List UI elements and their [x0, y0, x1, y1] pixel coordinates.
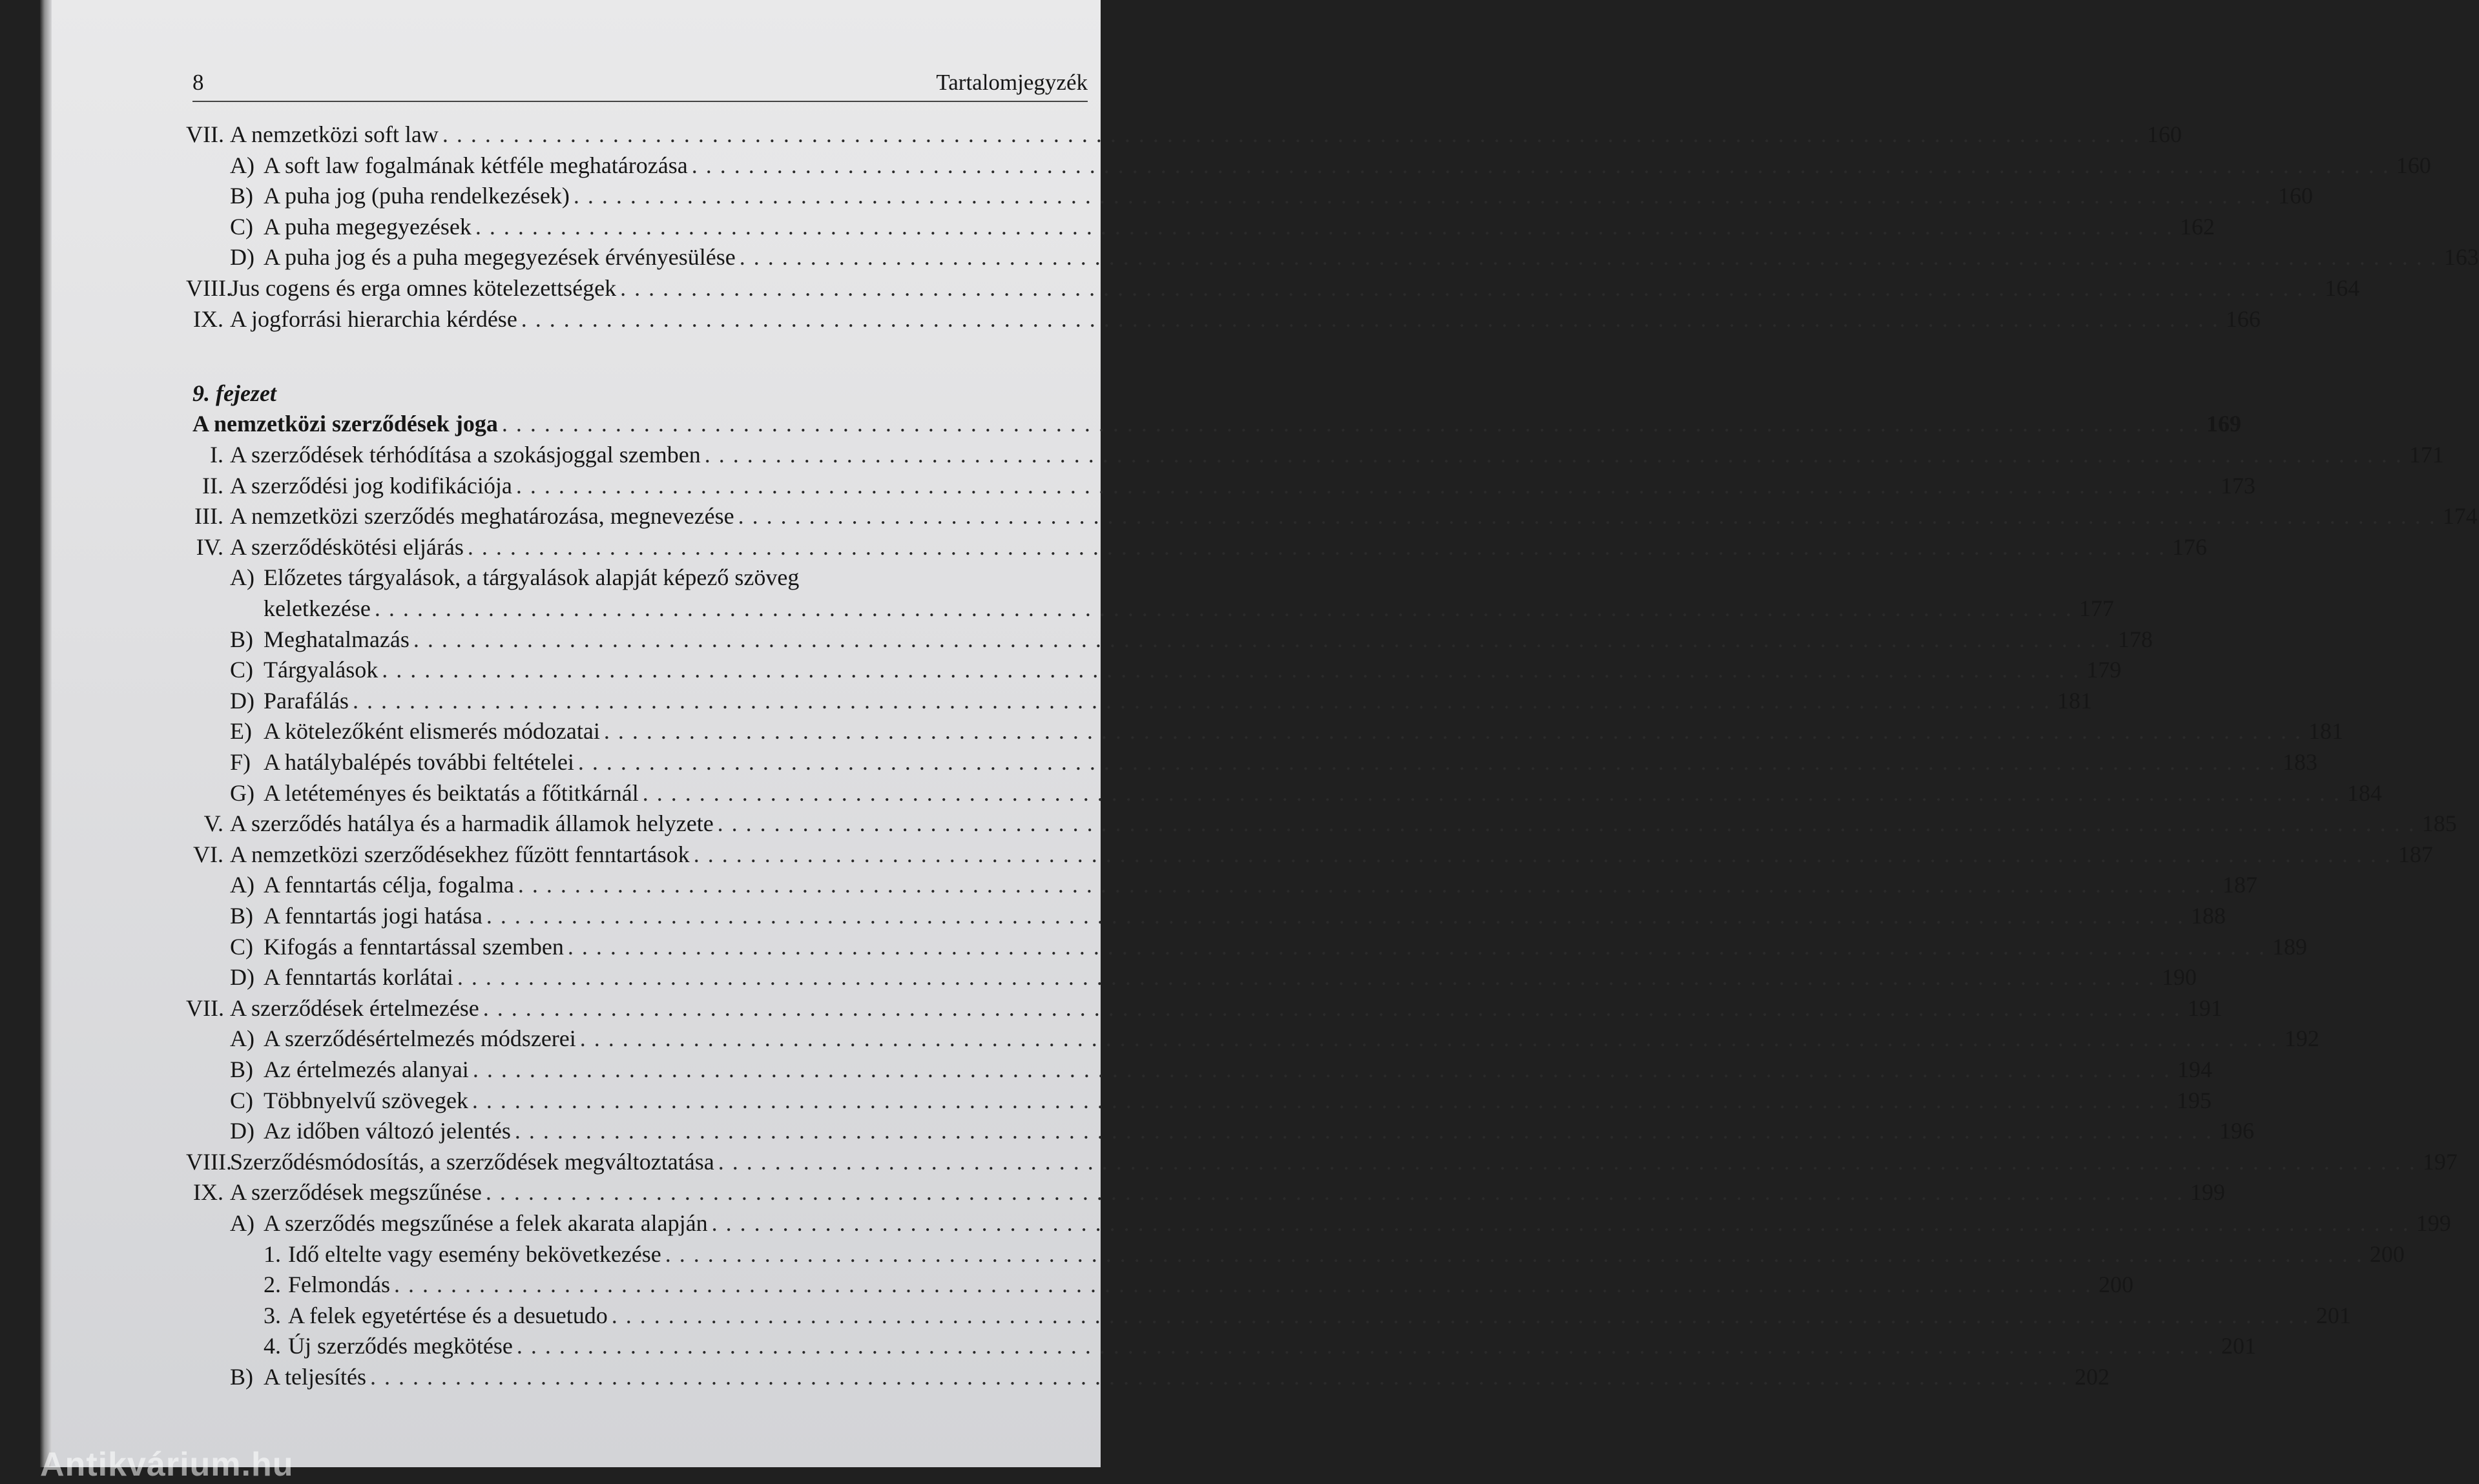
subsubsection-number: 3.: [264, 1302, 281, 1328]
entry-page-number: 174: [2442, 503, 2478, 530]
entry-text-line: [264, 150, 2431, 180]
toc-subsection-entry: [192, 716, 2343, 746]
entry-label: Jus cogens és erga omnes kötelezettségek: [230, 275, 617, 301]
toc-section-entry: [192, 840, 2433, 869]
toc-subsection-entry: [192, 1024, 2319, 1053]
toc-section-entry: [186, 1147, 2458, 1177]
entry-page-number: 200: [2369, 1241, 2405, 1267]
dot-leader: . . . . . . . . . . . . . . . . . . . . . . . . . . . . . . . . . . . . . . . . . . . . . . . . . . . . . . . . . . . . . . . . . . . . . . . . . . . . . . . . . . . . . . . . . . . . . . . . . . . . . . . . . . . . . . . . . . . . . . . .: [482, 994, 2181, 1021]
entry-text-line: [230, 273, 2360, 303]
entry-page-number: 171: [2409, 442, 2444, 468]
entry-page-number: 192: [2284, 1025, 2319, 1052]
entry-text-line: [230, 501, 2478, 531]
entry-text-line: [264, 593, 2114, 623]
section-number: IV.: [196, 533, 223, 560]
entry-label: A kötelezőként elismerés módozatai: [264, 718, 600, 745]
dot-leader: . . . . . . . . . . . . . . . . . . . . . . . . . . . . . . . . . . . . . . . . . . . . . . . . . . . . . . . . . . . . . . . . . . . . . . . . . . . . . . . . . . . . . . . . . . . . . . . . . . . . . . . . . . . . . . . . . . . . . . . .: [457, 964, 2155, 991]
entry-text-line: [264, 1362, 2110, 1392]
entry-text-line: [264, 212, 2215, 242]
entry-label: Meghatalmazás: [264, 626, 410, 652]
entry-label: Tárgyalások: [264, 657, 379, 683]
subsection-letter: B): [230, 183, 253, 209]
toc-section-entry: [186, 993, 2223, 1023]
entry-text-line: [230, 1147, 2458, 1177]
entry-page-number: 201: [2316, 1302, 2351, 1328]
section-number: V.: [203, 810, 223, 837]
dot-leader: . . . . . . . . . . . . . . . . . . . . . . . . . . . . . . . . . . . . . . . . . . . . . . . . . . . . . . . . . . . . . . . . . . . . . . . . . . . . . . . . . . . . . . . . . . . . . . . . . . . . . . . . . . . . . . . . . . . . . . . .: [486, 903, 2184, 929]
entry-text-line: [264, 1208, 2451, 1238]
entry-page-number: 162: [2179, 213, 2215, 240]
entry-text-line: [264, 562, 1090, 592]
entry-label: A jogforrási hierarchia kérdése: [230, 305, 517, 332]
toc-subsection-entry: [192, 1362, 2110, 1392]
dot-leader: . . . . . . . . . . . . . . . . . . . . . . . . . . . . . . . . . . . . . . . . . . . . . . . . . . . . . . . . . . . . . . . . . . . . . . . . . . . . . . . . . . . . . . . . . . . . . . . . . . . . . . . . . . . . . . . . . . . . . . . .: [382, 657, 2080, 683]
entry-page-number: 200: [2099, 1272, 2133, 1298]
dot-leader: . . . . . . . . . . . . . . . . . . . . . . . . . . . . . . . . . . . . . . . . . . . . . . . . . . . . . . . . . . . . . . . . . . . . . . . . . . . . . . . . . . . . . . . . . . . . . . . . . . . . . . . . . . . . . . . . . . . . . . . .: [442, 121, 2141, 147]
entry-page-number: 176: [2172, 533, 2207, 560]
entry-label: Az időben változó jelentés: [264, 1118, 511, 1144]
entry-text-line: [264, 1086, 2212, 1115]
dot-leader: . . . . . . . . . . . . . . . . . . . . . . . . . . . . . . . . . . . . . . . . . . . . . . . . . . . . . . . . . . . . . . . . . . . . . . . . . . . . . . . . . . . . . . . . . . . . . . . . . . . . . . . . . . . . . . . . . . . . . . . .: [704, 442, 2403, 468]
subsection-letter: B): [230, 626, 253, 652]
toc-subsection-entry: [192, 1116, 2254, 1146]
dot-leader: . . . . . . . . . . . . . . . . . . . . . . . . . . . . . . . . . . . . . . . . . . . . . . . . . . . . . . . . . . . . . . . . . . . . . . . . . . . . . . . . . . . . . . . . . . . . . . . . . . . . . . . . . . . . . . . . . . . . . . . .: [717, 810, 2416, 837]
dot-leader: . . . . . . . . . . . . . . . . . . . . . . . . . . . . . . . . . . . . . . . . . . . . . . . . . . . . . . . . . . . . . . . . . . . . . . . . . . . . . . . . . . . . . . . . . . . . . . . . . . . . . . . . . . . . . . . . . . . . . . . .: [485, 1179, 2184, 1206]
entry-page-number: 187: [2222, 872, 2257, 898]
entry-page-number: 160: [2277, 183, 2313, 209]
entry-text-line: [264, 747, 2318, 777]
toc-subsection-entry: [192, 870, 2257, 900]
entry-text-line: [264, 1055, 2212, 1084]
entry-text-line: [230, 1177, 2225, 1207]
entry-page-number: 184: [2347, 779, 2382, 806]
entry-label: A fenntartás jogi hatása: [264, 903, 482, 929]
toc-section-entry: [186, 119, 2182, 149]
subsubsection-number: 4.: [264, 1333, 281, 1359]
section-number: II.: [202, 472, 223, 499]
section-number: III.: [194, 503, 223, 530]
entry-label: A teljesítés: [264, 1364, 366, 1390]
toc-subsection-entry: [192, 562, 1090, 592]
subsection-letter: D): [230, 1118, 254, 1144]
dot-leader: . . . . . . . . . . . . . . . . . . . . . . . . . . . . . . . . . . . . . . . . . . . . . . . . . . . . . . . . . . . . . . . . . . . . . . . . . . . . . . . . . . . . . . . . . . . . . . . . . . . . . . . . . . . . . . . . . . . . . . . .: [573, 183, 2272, 209]
entry-text-line: [230, 840, 2433, 869]
subsection-letter: B): [230, 1056, 253, 1082]
dot-leader: . . . . . . . . . . . . . . . . . . . . . . . . . . . . . . . . . . . . . . . . . . . . . . . . . . . . . . . . . . . . . . . . . . . . . . . . . . . . . . . . . . . . . . . . . . . . . . . . . . . . . . . . . . . . . . . . . . . . . . . .: [521, 305, 2219, 332]
entry-text-line: [288, 1239, 2405, 1269]
dot-leader: . . . . . . . . . . . . . . . . . . . . . . . . . . . . . . . . . . . . . . . . . . . . . . . . . . . . . . . . . . . . . . . . . . . . . . . . . . . . . . . . . . . . . . . . . . . . . . . . . . . . . . . . . . . . . . . . . . . . . . . .: [665, 1241, 2363, 1267]
entry-text-line: [264, 870, 2257, 900]
entry-label: keletkezése: [264, 595, 371, 621]
entry-label: A hatálybalépés további feltételei: [264, 749, 574, 775]
entry-label: Többnyelvű szövegek: [264, 1087, 468, 1113]
section-number: VIII.: [186, 275, 232, 301]
entry-page-number: 197: [2422, 1148, 2458, 1175]
entry-text-line: [264, 624, 2153, 654]
entry-label: A szerződésértelmezés módszerei: [264, 1025, 576, 1052]
toc-subsection-entry: [192, 212, 2215, 242]
entry-label: A nemzetközi szerződésekhez fűzött fenntartások: [230, 841, 690, 867]
toc-subsection-entry: [192, 242, 2479, 272]
toc-subsection-entry: [192, 181, 2313, 211]
section-number: VII.: [186, 994, 224, 1021]
entry-text-line: [288, 1331, 2256, 1361]
dot-leader: . . . . . . . . . . . . . . . . . . . . . . . . . . . . . . . . . . . . . . . . . . . . . . . . . . . . . . . . . . . . . . . . . . . . . . . . . . . . . . . . . . . . . . . . . . . . . . . . . . . . . . . . . . . . . . . . . . . . . . . .: [516, 1333, 2215, 1359]
entry-page-number: 196: [2219, 1118, 2254, 1144]
section-number: VIII.: [186, 1148, 232, 1175]
entry-text-line: [264, 1116, 2254, 1146]
entry-text-line: [288, 1270, 2133, 1299]
entry-page-number: 189: [2272, 933, 2307, 960]
running-title: Tartalomjegyzék: [936, 70, 1088, 95]
toc-section-entry: [192, 440, 2444, 469]
toc-subsection-entry: [192, 1086, 2212, 1115]
toc-subsubsection-entry: [192, 1239, 2405, 1269]
subsubsection-number: 1.: [264, 1241, 281, 1267]
entry-label: A szerződés hatálya és a harmadik államok helyzete: [230, 810, 714, 837]
toc-subsection-entry: [192, 901, 2226, 931]
entry-label: A szerződések térhódítása a szokásjoggal szemben: [230, 442, 701, 468]
toc-section-entry: [192, 304, 2261, 334]
subsection-letter: A): [230, 1025, 254, 1052]
subsection-letter: E): [230, 718, 252, 745]
toc-subsubsection-entry: [192, 1270, 2133, 1299]
entry-page-number: 163: [2443, 244, 2479, 271]
dot-leader: . . . . . . . . . . . . . . . . . . . . . . . . . . . . . . . . . . . . . . . . . . . . . . . . . . . . . . . . . . . . . . . . . . . . . . . . . . . . . . . . . . . . . . . . . . . . . . . . . . . . . . . . . . . . . . . . . . . . . . . .: [514, 1118, 2213, 1144]
toc-section-entry: [186, 273, 2360, 303]
subsection-letter: A): [230, 1210, 254, 1236]
dot-leader: . . . . . . . . . . . . . . . . . . . . . . . . . . . . . . . . . . . . . . . . . . . . . . . . . . . . . . . . . . . . . . . . . . . . . . . . . . . . . . . . . . . . . . . . . . . . . . . . . . . . . . . . . . . . . . . . . . . . . . . .: [579, 1025, 2278, 1052]
entry-label: Parafálás: [264, 687, 349, 714]
entry-page-number: 177: [2079, 595, 2114, 621]
toc-section-entry: [192, 1177, 2225, 1207]
entry-label: A letéteményes és beiktatás a főtitkárnál: [264, 779, 639, 806]
entry-text-line: [264, 778, 2382, 808]
dot-leader: . . . . . . . . . . . . . . . . . . . . . . . . . . . . . . . . . . . . . . . . . . . . . . . . . . . . . . . . . . . . . . . . . . . . . . . . . . . . . . . . . . . . . . . . . . . . . . . . . . . . . . . . . . . . . . . . . . . . . . . .: [577, 749, 2276, 775]
subsection-letter: C): [230, 657, 253, 683]
entry-text-line: [264, 242, 2479, 272]
subsection-letter: D): [230, 687, 254, 714]
dot-leader: . . . . . . . . . . . . . . . . . . . . . . . . . . . . . . . . . . . . . . . . . . . . . . . . . . . . . . . . . . . . . . . . . . . . . . . . . . . . . . . . . . . . . . . . . . . . . . . . . . . . . . . . . . . . . . . . . . . . . . . .: [515, 472, 2214, 499]
entry-label: A puha jog (puha rendelkezések): [264, 183, 570, 209]
dot-leader: . . . . . . . . . . . . . . . . . . . . . . . . . . . . . . . . . . . . . . . . . . . . . . . . . . . . . . . . . . . . . . . . . . . . . . . . . . . . . . . . . . . . . . . . . . . . . . . . . . . . . . . . . . . . . . . . . . . . . . . .: [517, 872, 2216, 898]
entry-label: A fenntartás korlátai: [264, 964, 453, 991]
dot-leader: . . . . . . . . . . . . . . . . . . . . . . . . . . . . . . . . . . . . . . . . . . . . . . . . . . . . . . . . . . . . . . . . . . . . . . . . . . . . . . . . . . . . . . . . . . . . . . . . . . . . . . . . . . . . . . . . . . . . . . . .: [472, 1056, 2171, 1082]
toc-subsection-entry: [192, 150, 2431, 180]
dot-leader: . . . . . . . . . . . . . . . . . . . . . . . . . . . . . . . . . . . . . . . . . . . . . . . . . . . . . . . . . . . . . . . . . . . . . . . . . . . . . . . . . . . . . . . . . . . . . . . . . . . . . . . . . . . . . . . . . . . . . . . .: [691, 152, 2390, 178]
dot-leader: . . . . . . . . . . . . . . . . . . . . . . . . . . . . . . . . . . . . . . . . . . . . . . . . . . . . . . . . . . . . . . . . . . . . . . . . . . . . . . . . . . . . . . . . . . . . . . . . . . . . . . . . . . . . . . . . . . . . . . . .: [467, 533, 2166, 560]
entry-page-number: 181: [2057, 687, 2092, 714]
page-header: [192, 65, 1088, 102]
entry-text-line: [288, 1301, 2351, 1330]
entry-text-line: [264, 932, 2307, 962]
entry-text-line: [230, 440, 2444, 469]
subsubsection-number: 2.: [264, 1272, 281, 1298]
entry-label: Szerződésmódosítás, a szerződések megváltoztatása: [230, 1148, 714, 1175]
entry-label: A nemzetközi soft law: [230, 121, 439, 147]
entry-page-number: 183: [2282, 749, 2318, 775]
entry-text-line: [230, 993, 2223, 1023]
entry-label: A szerződés megszűnése a felek akarata alapján: [264, 1210, 708, 1236]
entry-text-line: [230, 809, 2457, 838]
entry-page-number: 201: [2221, 1333, 2256, 1359]
subsection-letter: A): [230, 564, 254, 591]
entry-page-number: 188: [2190, 903, 2226, 929]
dot-leader: . . . . . . . . . . . . . . . . . . . . . . . . . . . . . . . . . . . . . . . . . . . . . . . . . . . . . . . . . . . . . . . . . . . . . . . . . . . . . . . . . . . . . . . . . . . . . . . . . . . . . . . . . . . . . . . . . . . . . . . .: [642, 779, 2341, 806]
entry-page-number: 195: [2176, 1087, 2212, 1113]
entry-page-number: 202: [2074, 1364, 2110, 1390]
entry-page-number: 164: [2325, 275, 2360, 301]
subsection-letter: C): [230, 1087, 253, 1113]
entry-page-number: 173: [2220, 472, 2256, 499]
entry-label: Új szerződés megkötése: [288, 1333, 513, 1359]
toc-section-entry: [192, 809, 2457, 838]
toc-subsection-entry: [192, 1055, 2212, 1084]
entry-label: A szerződések értelmezése: [230, 994, 479, 1021]
entry-page-number: 160: [2146, 121, 2182, 147]
entry-text-line: [264, 901, 2226, 931]
entry-text-line: [230, 304, 2261, 334]
toc-subsubsection-entry: [192, 1331, 2256, 1361]
dot-leader: . . . . . . . . . . . . . . . . . . . . . . . . . . . . . . . . . . . . . . . . . . . . . . . . . . . . . . . . . . . . . . . . . . . . . . . . . . . . . . . . . . . . . . . . . . . . . . . . . . . . . . . . . . . . . . . . . . . . . . . .: [738, 503, 2436, 530]
page-binding-edge: [40, 0, 52, 1467]
entry-text-line: [264, 181, 2313, 211]
toc-subsection-entry: [192, 1208, 2451, 1238]
dot-leader: . . . . . . . . . . . . . . . . . . . . . . . . . . . . . . . . . . . . . . . . . . . . . . . . . . . . . . . . . . . . . . . . . . . . . . . . . . . . . . . . . . . . . . . . . . . . . . . . . . . . . . . . . . . . . . . . . . . . . . . .: [603, 718, 2302, 745]
subsection-letter: C): [230, 933, 253, 960]
section-number: VII.: [186, 121, 224, 147]
entry-label: A puha jog és a puha megegyezések érvényesülése: [264, 244, 736, 271]
dot-leader: . . . . . . . . . . . . . . . . . . . . . . . . . . . . . . . . . . . . . . . . . . . . . . . . . . . . . . . . . . . . . . . . . . . . . . . . . . . . . . . . . . . . . . . . . . . . . . . . . . . . . . . . . . . . . . . . . . . . . . . .: [620, 275, 2319, 301]
section-number: VI.: [193, 841, 223, 867]
toc-subsection-continuation: [192, 593, 2114, 623]
dot-leader: . . . . . . . . . . . . . . . . . . . . . . . . . . . . . . . . . . . . . . . . . . . . . . . . . . . . . . . . . . . . . . . . . . . . . . . . . . . . . . . . . . . . . . . . . . . . . . . . . . . . . . . . . . . . . . . . . . . . . . . .: [352, 687, 2051, 714]
entry-page-number: 169: [2206, 411, 2241, 437]
toc-subsection-entry: [192, 962, 2197, 992]
toc-subsection-entry: [192, 932, 2307, 962]
dot-leader: . . . . . . . . . . . . . . . . . . . . . . . . . . . . . . . . . . . . . . . . . . . . . . . . . . . . . . . . . . . . . . . . . . . . . . . . . . . . . . . . . . . . . . . . . . . . . . . . . . . . . . . . . . . . . . . . . . . . . . . .: [369, 1364, 2068, 1390]
subsection-letter: D): [230, 964, 254, 991]
entry-text-line: [192, 409, 2241, 438]
entry-text-line: [230, 119, 2182, 149]
entry-text-line: [264, 1024, 2319, 1053]
entry-page-number: 179: [2086, 657, 2122, 683]
entry-page-number: 199: [2190, 1179, 2225, 1206]
entry-label: A fenntartás célja, fogalma: [264, 872, 514, 898]
page-number: 8: [192, 70, 204, 95]
book-page: [40, 0, 2479, 1483]
dot-leader: . . . . . . . . . . . . . . . . . . . . . . . . . . . . . . . . . . . . . . . . . . . . . . . . . . . . . . . . . . . . . . . . . . . . . . . . . . . . . . . . . . . . . . . . . . . . . . . . . . . . . . . . . . . . . . . . . . . . . . . .: [711, 1210, 2410, 1236]
entry-label: A szerződések megszűnése: [230, 1179, 482, 1206]
entry-label: A szerződési jog kodifikációja: [230, 472, 512, 499]
entry-label: A felek egyetértése és a desuetudo: [288, 1302, 608, 1328]
toc-subsection-entry: [192, 778, 2382, 808]
section-number: IX.: [193, 1179, 223, 1206]
dot-leader: . . . . . . . . . . . . . . . . . . . . . . . . . . . . . . . . . . . . . . . . . . . . . . . . . . . . . . . . . . . . . . . . . . . . . . . . . . . . . . . . . . . . . . . . . . . . . . . . . . . . . . . . . . . . . . . . . . . . . . . .: [475, 213, 2173, 240]
toc-section-entry: [192, 501, 2478, 531]
dot-leader: . . . . . . . . . . . . . . . . . . . . . . . . . . . . . . . . . . . . . . . . . . . . . . . . . . . . . . . . . . . . . . . . . . . . . . . . . . . . . . . . . . . . . . . . . . . . . . . . . . . . . . . . . . . . . . . . . . . . . . . .: [739, 244, 2438, 271]
entry-label: A soft law fogalmának kétféle meghatározása: [264, 152, 688, 178]
entry-text-line: [230, 471, 2256, 500]
entry-page-number: 178: [2117, 626, 2153, 652]
subsection-letter: A): [230, 152, 254, 178]
entry-page-number: 166: [2225, 305, 2261, 332]
entry-label: Kifogás a fenntartással szemben: [264, 933, 564, 960]
entry-label: Felmondás: [288, 1272, 390, 1298]
toc-subsection-entry: [192, 655, 2122, 685]
toc-subsubsection-entry: [192, 1301, 2351, 1330]
entry-text-line: [264, 686, 2092, 716]
entry-label: Idő eltelte vagy esemény bekövetkezése: [288, 1241, 661, 1267]
entry-page-number: 199: [2416, 1210, 2451, 1236]
entry-page-number: 194: [2177, 1056, 2212, 1082]
entry-page-number: 160: [2396, 152, 2431, 178]
entry-label: Előzetes tárgyalások, a tárgyalások alapját képező szöveg: [264, 564, 800, 591]
watermark: Antikvárium.hu: [40, 1446, 294, 1483]
section-number: IX.: [193, 305, 223, 332]
dot-leader: . . . . . . . . . . . . . . . . . . . . . . . . . . . . . . . . . . . . . . . . . . . . . . . . . . . . . . . . . . . . . . . . . . . . . . . . . . . . . . . . . . . . . . . . . . . . . . . . . . . . . . . . . . . . . . . . . . . . . . . .: [394, 1272, 2092, 1298]
dot-leader: . . . . . . . . . . . . . . . . . . . . . . . . . . . . . . . . . . . . . . . . . . . . . . . . . . . . . . . . . . . . . . . . . . . . . . . . . . . . . . . . . . . . . . . . . . . . . . . . . . . . . . . . . . . . . . . . . . . . . . . .: [413, 626, 2111, 652]
entry-text-line: [264, 655, 2122, 685]
section-number: I.: [210, 442, 223, 468]
entry-page-number: 191: [2187, 994, 2223, 1021]
subsection-letter: F): [230, 749, 251, 775]
subsection-letter: G): [230, 779, 254, 806]
entry-page-number: 187: [2398, 841, 2433, 867]
toc-subsection-entry: [192, 747, 2318, 777]
dot-leader: . . . . . . . . . . . . . . . . . . . . . . . . . . . . . . . . . . . . . . . . . . . . . . . . . . . . . . . . . . . . . . . . . . . . . . . . . . . . . . . . . . . . . . . . . . . . . . . . . . . . . . . . . . . . . . . . . . . . . . . .: [501, 411, 2200, 437]
dot-leader: . . . . . . . . . . . . . . . . . . . . . . . . . . . . . . . . . . . . . . . . . . . . . . . . . . . . . . . . . . . . . . . . . . . . . . . . . . . . . . . . . . . . . . . . . . . . . . . . . . . . . . . . . . . . . . . . . . . . . . . .: [693, 841, 2392, 867]
entry-text-line: [230, 532, 2207, 562]
entry-label: A nemzetközi szerződések joga: [192, 411, 498, 437]
dot-leader: . . . . . . . . . . . . . . . . . . . . . . . . . . . . . . . . . . . . . . . . . . . . . . . . . . . . . . . . . . . . . . . . . . . . . . . . . . . . . . . . . . . . . . . . . . . . . . . . . . . . . . . . . . . . . . . . . . . . . . . .: [567, 933, 2266, 960]
entry-page-number: 190: [2161, 964, 2197, 991]
subsection-letter: D): [230, 244, 254, 271]
subsection-letter: C): [230, 213, 253, 240]
subsection-letter: A): [230, 872, 254, 898]
dot-leader: . . . . . . . . . . . . . . . . . . . . . . . . . . . . . . . . . . . . . . . . . . . . . . . . . . . . . . . . . . . . . . . . . . . . . . . . . . . . . . . . . . . . . . . . . . . . . . . . . . . . . . . . . . . . . . . . . . . . . . . .: [472, 1087, 2170, 1113]
entry-text-line: [264, 962, 2197, 992]
toc-section-entry: [192, 471, 2256, 500]
dot-leader: . . . . . . . . . . . . . . . . . . . . . . . . . . . . . . . . . . . . . . . . . . . . . . . . . . . . . . . . . . . . . . . . . . . . . . . . . . . . . . . . . . . . . . . . . . . . . . . . . . . . . . . . . . . . . . . . . . . . . . . .: [611, 1302, 2310, 1328]
entry-label: A nemzetközi szerződés meghatározása, megnevezése: [230, 503, 734, 530]
dot-leader: . . . . . . . . . . . . . . . . . . . . . . . . . . . . . . . . . . . . . . . . . . . . . . . . . . . . . . . . . . . . . . . . . . . . . . . . . . . . . . . . . . . . . . . . . . . . . . . . . . . . . . . . . . . . . . . . . . . . . . . .: [718, 1148, 2416, 1175]
toc-subsection-entry: [192, 624, 2153, 654]
entry-page-number: 181: [2308, 718, 2343, 745]
dot-leader: . . . . . . . . . . . . . . . . . . . . . . . . . . . . . . . . . . . . . . . . . . . . . . . . . . . . . . . . . . . . . . . . . . . . . . . . . . . . . . . . . . . . . . . . . . . . . . . . . . . . . . . . . . . . . . . . . . . . . . . .: [374, 595, 2073, 621]
subsection-letter: B): [230, 1364, 253, 1390]
entry-label: A puha megegyezések: [264, 213, 472, 240]
toc-section-entry: [192, 532, 2207, 562]
entry-label: A szerződéskötési eljárás: [230, 533, 464, 560]
toc-subsection-entry: [192, 686, 2092, 716]
chapter-number: 9. fejezet: [192, 380, 276, 406]
entry-text-line: [264, 716, 2343, 746]
chapter-label: [192, 378, 1090, 408]
entry-page-number: 185: [2422, 810, 2457, 837]
subsection-letter: B): [230, 903, 253, 929]
chapter-title-entry: [192, 409, 2241, 438]
entry-label: Az értelmezés alanyai: [264, 1056, 469, 1082]
